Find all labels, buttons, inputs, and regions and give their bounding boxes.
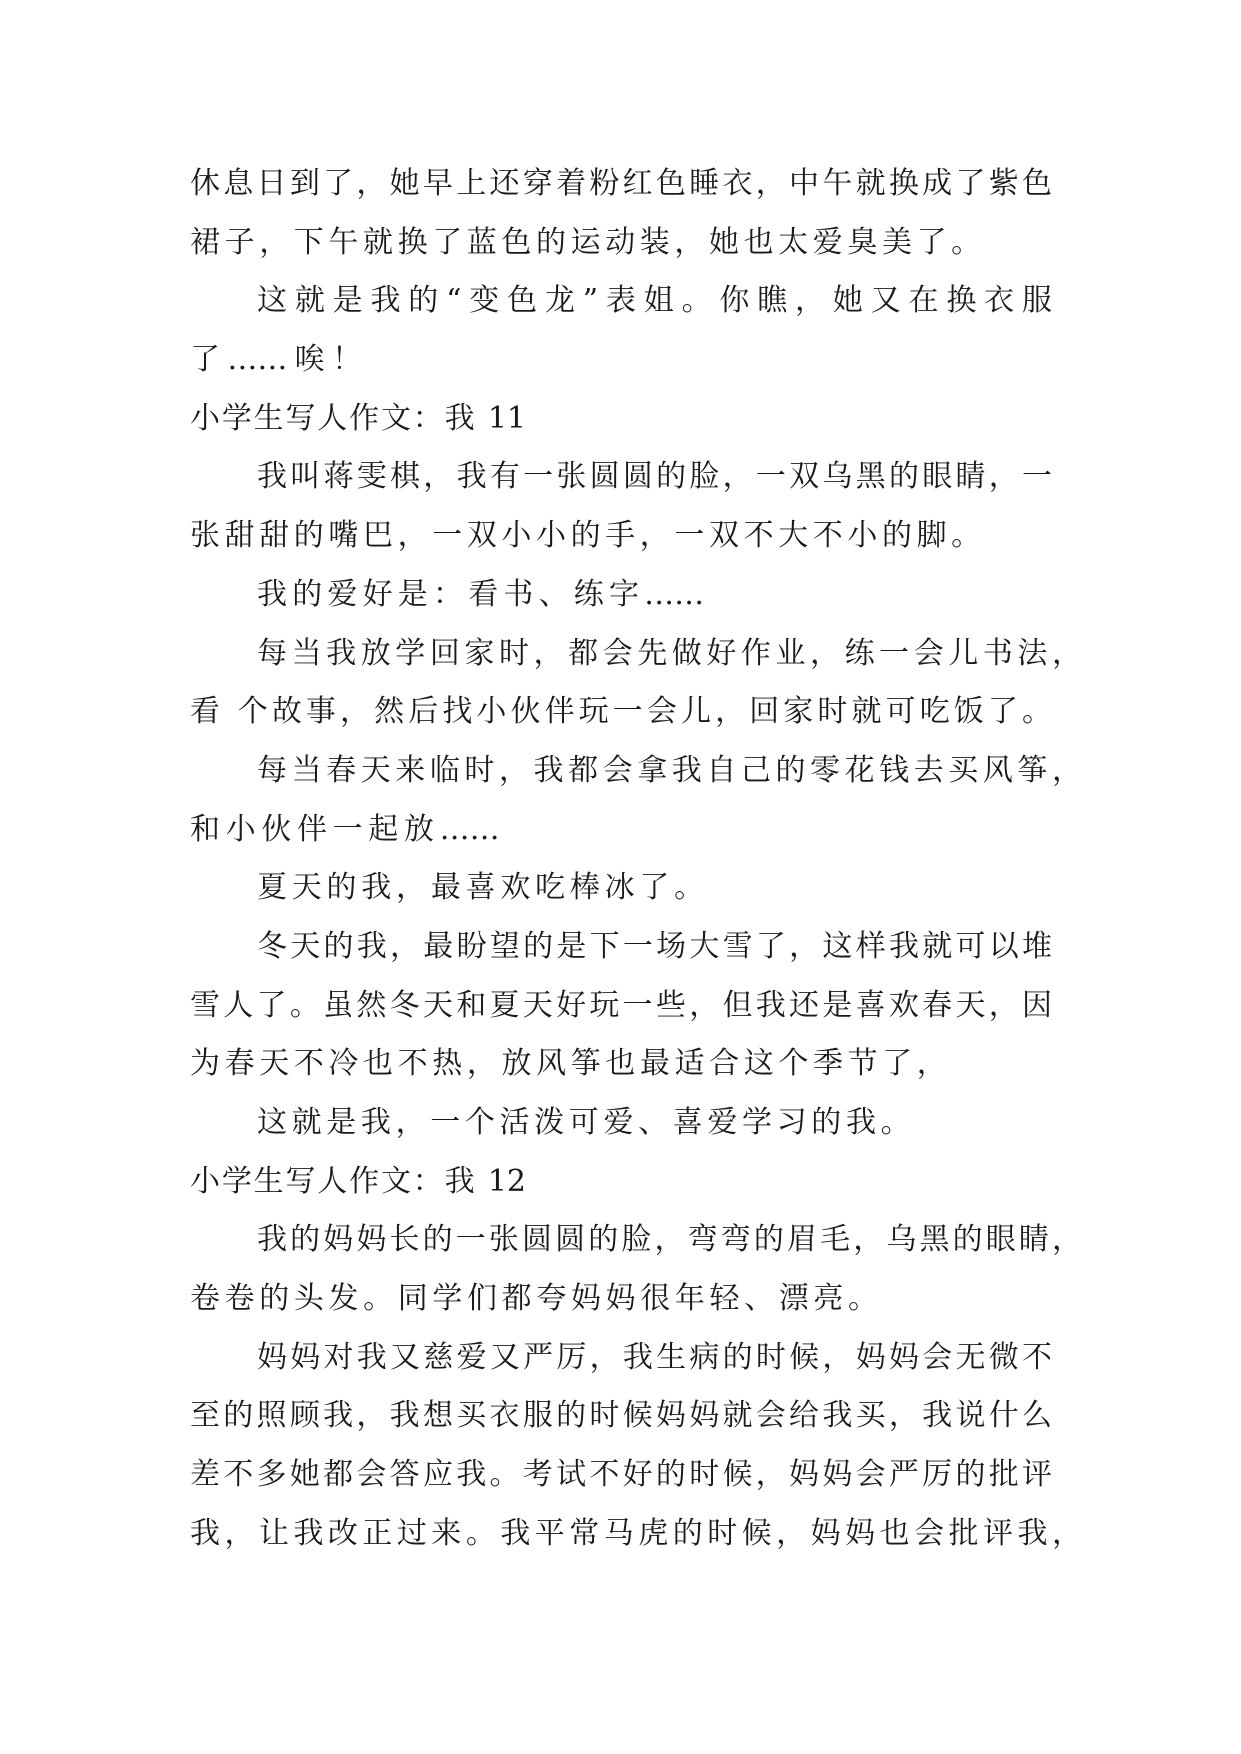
- paragraph: [190, 1211, 1241, 1328]
- text-line: 张甜甜的嘴巴，一双小小的手，一双不大不小的脚。: [190, 518, 982, 554]
- paragraph: [190, 918, 1241, 1094]
- essay-heading: 小学生写人作文：我 11: [190, 400, 526, 436]
- paragraph: [190, 566, 1241, 625]
- text-line: 妈妈对我又慈爱又严厉，我生病的时候，妈妈会无微不: [257, 1339, 1052, 1375]
- text-line: 差不多她都会答应我。考试不好的时候，妈妈会严厉的批评: [190, 1457, 1052, 1493]
- paragraph: [190, 625, 1241, 742]
- text-line: 夏天的我，最喜欢吃棒冰了。: [257, 870, 705, 906]
- text-line: 每当我放学回家时，都会先做好作业，练一会儿书法，: [257, 635, 1082, 671]
- previous-essay-ending: [190, 155, 1241, 390]
- text-line: 这就是我，一个活泼可爱、喜爱学习的我。: [257, 1105, 911, 1140]
- essay-11: [190, 390, 1241, 1153]
- text-line: 为春天不冷也不热，放风筝也最适合这个季节了，: [190, 1046, 947, 1082]
- paragraph: [190, 859, 1241, 918]
- paragraph: [190, 448, 1241, 565]
- text-line: 和小伙伴一起放……: [190, 811, 500, 847]
- paragraph: [190, 1094, 1241, 1153]
- text-line: 雪人了。虽然冬天和夏天好玩一些，但我还是喜欢春天，因: [190, 987, 1052, 1023]
- text-line: 卷卷的头发。同学们都夸妈妈很年轻、漂亮。: [190, 1281, 878, 1317]
- paragraph: [190, 155, 1241, 272]
- text-line: 休息日到了，她早上还穿着粉红色睡衣，中午就换成了紫色: [190, 166, 1052, 201]
- paragraph: [190, 742, 1241, 859]
- essay-12: [190, 1153, 1241, 1564]
- text-line: 至的照顾我，我想买衣服的时候妈妈就会给我买，我说什么: [190, 1398, 1052, 1434]
- text-line: 我，让我改正过来。我平常马虎的时候，妈妈也会批评我，: [190, 1515, 1082, 1551]
- text-line: 看 个故事，然后找小伙伴玩一会儿，回家时就可吃饭了。: [190, 694, 1052, 730]
- text-line: 了……唉！: [190, 342, 362, 378]
- essay-heading: 小学生写人作文：我 12: [190, 1163, 526, 1199]
- text-line: 冬天的我，最盼望的是下一场大雪了，这样我就可以堆: [257, 928, 1052, 964]
- text-line: 我的爱好是：看书、练字……: [257, 576, 705, 612]
- text-line: 我叫蒋雯棋，我有一张圆圆的脸，一双乌黑的眼睛，一: [257, 459, 1052, 495]
- text-line: 裙子，下午就换了蓝色的运动装，她也太爱臭美了。: [190, 224, 982, 260]
- paragraph: [190, 272, 1241, 389]
- paragraph: [190, 1329, 1241, 1564]
- text-line: 这就是我的“变色龙”表姐。你瞧，她又在换衣服: [257, 283, 1052, 319]
- text-line: 我的妈妈长的一张圆圆的脸，弯弯的眉毛，乌黑的眼睛，: [257, 1222, 1082, 1258]
- text-line: 每当春天来临时，我都会拿我自己的零花钱去买风筝，: [257, 752, 1082, 788]
